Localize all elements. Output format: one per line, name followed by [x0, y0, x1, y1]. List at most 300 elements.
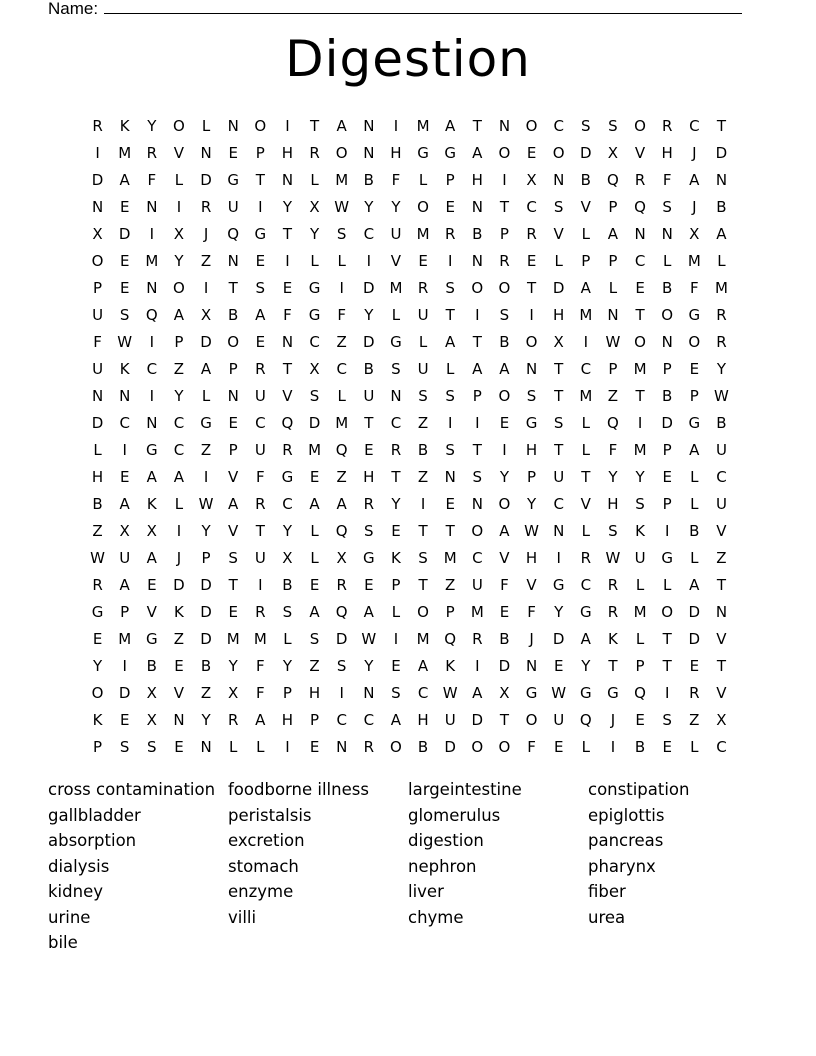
grid-letter: S [581, 116, 591, 135]
grid-letter: F [527, 737, 536, 756]
grid-letter: Z [309, 656, 320, 675]
grid-letter: I [258, 575, 263, 594]
grid-letter: D [471, 710, 484, 729]
grid-letter: O [498, 143, 511, 162]
grid-letter: G [417, 143, 429, 162]
grid-letter: E [445, 494, 455, 513]
grid-letter: E [119, 251, 130, 270]
grid-letter: Z [92, 521, 103, 540]
grid-letter: T [662, 629, 672, 648]
grid-letter: Y [554, 602, 564, 621]
grid-letter: Q [145, 305, 158, 324]
word-list-item: bile [48, 933, 78, 952]
grid-letter: T [554, 440, 564, 459]
grid-letter: T [282, 359, 293, 378]
grid-letter: N [498, 116, 511, 135]
grid-letter: R [363, 737, 375, 756]
grid-letter: M [416, 224, 430, 243]
grid-letter: I [285, 737, 290, 756]
grid-letter: C [173, 413, 185, 432]
grid-letter: P [391, 575, 401, 594]
grid-letter: S [608, 521, 618, 540]
grid-letter: M [308, 440, 322, 459]
grid-letter: X [146, 521, 157, 540]
grid-letter: H [525, 440, 538, 459]
grid-letter: T [472, 332, 482, 351]
grid-letter: A [445, 116, 456, 135]
grid-letter: S [445, 278, 455, 297]
grid-letter: A [309, 494, 320, 513]
grid-letter: R [716, 332, 727, 351]
grid-row [84, 193, 735, 220]
grid-letter: D [661, 413, 673, 432]
grid-letter: B [716, 197, 727, 216]
grid-letter: L [256, 737, 265, 756]
grid-letter: A [472, 143, 483, 162]
grid-letter: I [95, 143, 100, 162]
grid-letter: C [472, 548, 483, 567]
grid-letter: L [310, 521, 319, 540]
grid-letter: I [447, 251, 453, 270]
grid-letter: L [310, 251, 319, 270]
grid-letter: K [146, 494, 157, 513]
grid-letter: X [146, 710, 157, 729]
grid-letter: M [579, 305, 593, 324]
grid-letter: C [119, 413, 130, 432]
grid-letter: U [254, 386, 266, 405]
grid-letter: E [391, 521, 401, 540]
grid-letter: A [363, 602, 374, 621]
grid-letter: D [715, 143, 728, 162]
grid-letter: E [391, 656, 401, 675]
grid-letter: P [310, 710, 320, 729]
grid-letter: M [687, 251, 701, 270]
grid-letter: O [661, 602, 674, 621]
grid-letter: N [227, 116, 239, 135]
grid-letter: A [417, 656, 429, 675]
grid-letter: A [390, 710, 402, 729]
grid-letter: S [391, 359, 401, 378]
grid-letter: R [716, 305, 727, 324]
grid-letter: W [117, 332, 133, 351]
grid-letter: R [255, 494, 266, 513]
word-list-item: gallbladder [48, 805, 141, 825]
grid-letter: M [470, 602, 484, 621]
grid-letter: R [146, 143, 158, 162]
grid-letter: G [200, 413, 212, 432]
grid-letter: B [200, 656, 212, 675]
word-list-item: villi [228, 907, 257, 927]
grid-letter: X [119, 521, 130, 540]
grid-letter: W [551, 683, 567, 702]
grid-letter: E [689, 656, 700, 675]
word-list-item: enzyme [228, 882, 294, 901]
word-list-item: excretion [228, 831, 305, 850]
grid-letter: E [228, 143, 238, 162]
grid-letter: J [610, 710, 616, 729]
word-list-item: urea [588, 907, 626, 927]
grid-letter: I [203, 278, 209, 297]
grid-letter: A [255, 710, 266, 729]
grid-letter: E [553, 737, 564, 756]
grid-letter: G [661, 548, 673, 567]
grid-letter: M [633, 359, 647, 378]
grid-letter: U [417, 305, 429, 324]
grid-letter: E [282, 278, 293, 297]
grid-letter: U [119, 548, 131, 567]
name-underline[interactable] [104, 0, 742, 14]
grid-letter: A [200, 359, 212, 378]
grid-letter: T [418, 521, 428, 540]
grid-letter: T [282, 224, 293, 243]
grid-letter: G [390, 332, 402, 351]
grid-letter: N [91, 386, 104, 405]
grid-letter: P [472, 386, 482, 405]
grid-letter: O [335, 143, 348, 162]
grid-letter: P [662, 359, 672, 378]
grid-letter: Y [526, 494, 537, 513]
grid-letter: S [662, 710, 672, 729]
grid-letter: X [92, 224, 103, 243]
grid-row [84, 598, 735, 625]
grid-letter: I [393, 116, 399, 135]
grid-letter: D [91, 170, 104, 189]
grid-letter: M [633, 440, 647, 459]
grid-letter: B [228, 305, 239, 324]
grid-letter: K [119, 116, 130, 135]
grid-letter: E [553, 656, 564, 675]
grid-letter: V [526, 575, 537, 594]
grid-letter: R [92, 116, 103, 135]
grid-letter: I [637, 413, 643, 432]
grid-letter: N [390, 386, 402, 405]
grid-letter: L [581, 413, 590, 432]
grid-letter: F [608, 440, 618, 459]
grid-row [84, 436, 735, 463]
grid-row [84, 571, 735, 598]
grid-letter: W [198, 494, 214, 513]
grid-letter: I [149, 224, 155, 243]
grid-letter: C [363, 710, 375, 729]
grid-letter: D [308, 413, 321, 432]
grid-letter: P [174, 332, 184, 351]
grid-letter: T [554, 359, 564, 378]
grid-letter: I [393, 629, 399, 648]
grid-letter: D [200, 170, 212, 189]
grid-letter: Z [689, 710, 700, 729]
grid-letter: I [176, 521, 182, 540]
grid-letter: G [308, 305, 321, 324]
grid-letter: V [282, 386, 293, 405]
grid-letter: N [200, 143, 212, 162]
grid-letter: S [391, 683, 401, 702]
grid-letter: O [417, 602, 429, 621]
grid-letter: L [690, 737, 699, 756]
grid-letter: T [418, 575, 428, 594]
word-list-item: digestion [408, 831, 484, 850]
grid-letter: H [417, 710, 429, 729]
grid-letter: H [471, 170, 483, 189]
grid-letter: N [553, 521, 565, 540]
grid-letter: B [580, 170, 591, 189]
grid-letter: C [716, 737, 727, 756]
grid-letter: T [228, 575, 238, 594]
grid-letter: T [445, 521, 455, 540]
grid-letter: Y [581, 656, 591, 675]
grid-letter: B [146, 656, 157, 675]
grid-letter: V [716, 683, 727, 702]
grid-letter: N [444, 467, 456, 486]
grid-letter: C [716, 467, 727, 486]
grid-letter: M [253, 629, 267, 648]
grid-letter: J [176, 548, 182, 567]
grid-letter: Q [607, 170, 619, 189]
grid-letter: S [499, 305, 510, 324]
grid-letter: B [363, 170, 374, 189]
grid-letter: L [446, 359, 455, 378]
grid-letter: I [475, 305, 480, 324]
grid-letter: Y [228, 656, 238, 675]
grid-letter: D [118, 224, 131, 243]
grid-letter: V [553, 224, 564, 243]
grid-letter: Z [173, 629, 185, 648]
grid-row [84, 382, 735, 409]
grid-letter: S [336, 656, 347, 675]
grid-row [84, 166, 735, 193]
grid-letter: M [145, 251, 159, 270]
grid-letter: Y [92, 656, 103, 675]
grid-letter: E [309, 467, 320, 486]
grid-letter: T [472, 116, 482, 135]
grid-letter: T [499, 710, 510, 729]
grid-letter: R [309, 143, 320, 162]
grid-letter: C [146, 359, 158, 378]
grid-letter: V [228, 467, 239, 486]
word-list [48, 780, 768, 954]
grid-letter: I [610, 737, 616, 756]
grid-letter: V [634, 143, 646, 162]
grid-letter: S [472, 467, 483, 486]
grid-letter: L [717, 251, 726, 270]
grid-letter: N [281, 332, 294, 351]
grid-letter: G [688, 413, 701, 432]
grid-letter: O [173, 116, 185, 135]
grid-letter: A [689, 440, 700, 459]
grid-letter: L [418, 170, 428, 189]
grid-letter: G [552, 575, 565, 594]
grid-letter: E [228, 413, 238, 432]
grid-letter: N [363, 116, 375, 135]
grid-letter: L [337, 386, 346, 405]
grid-letter: Y [608, 467, 618, 486]
grid-letter: B [92, 494, 103, 513]
grid-letter: U [363, 386, 375, 405]
grid-letter: I [475, 413, 480, 432]
grid-letter: N [227, 251, 239, 270]
grid-letter: L [690, 548, 699, 567]
grid-letter: Q [281, 413, 294, 432]
grid-letter: Q [227, 224, 240, 243]
grid-letter: T [499, 197, 510, 216]
word-list-item: glomerulus [408, 805, 501, 825]
grid-letter: I [149, 332, 155, 351]
grid-letter: I [502, 170, 507, 189]
grid-letter: M [416, 116, 430, 135]
grid-letter: Z [445, 575, 456, 594]
grid-letter: D [173, 575, 185, 594]
grid-letter: W [361, 629, 377, 648]
grid-letter: N [146, 197, 158, 216]
word-list-item: cross contamination [48, 780, 216, 799]
grid-row [84, 139, 735, 166]
grid-letter: T [554, 386, 564, 405]
grid-letter: D [200, 575, 212, 594]
grid-letter: R [255, 602, 266, 621]
grid-letter: G [146, 440, 158, 459]
grid-letter: B [716, 413, 727, 432]
grid-letter: D [688, 629, 701, 648]
grid-letter: I [339, 683, 344, 702]
grid-letter: W [605, 548, 621, 567]
grid-letter: G [525, 413, 538, 432]
grid-letter: O [525, 332, 538, 351]
grid-letter: A [173, 467, 185, 486]
grid-letter: D [444, 737, 456, 756]
grid-letter: C [309, 332, 320, 351]
grid-letter: L [635, 575, 645, 594]
grid-letter: E [92, 629, 103, 648]
grid-letter: Z [417, 467, 429, 486]
word-list-item: pancreas [588, 831, 664, 850]
grid-letter: C [526, 197, 537, 216]
grid-letter: L [608, 278, 618, 297]
grid-letter: P [93, 737, 103, 756]
grid-letter: N [91, 197, 104, 216]
grid-letter: E [418, 251, 428, 270]
grid-letter: B [689, 521, 700, 540]
grid-letter: E [309, 737, 320, 756]
grid-letter: S [526, 386, 537, 405]
grid-letter: S [418, 548, 428, 567]
grid-letter: I [339, 278, 344, 297]
grid-letter: A [689, 575, 700, 594]
name-field[interactable] [48, 0, 742, 19]
grid-letter: C [336, 710, 347, 729]
grid-letter: P [581, 251, 591, 270]
grid-letter: T [581, 467, 591, 486]
grid-row [84, 463, 735, 490]
grid-letter: M [118, 629, 132, 648]
grid-letter: Q [335, 521, 348, 540]
grid-letter: X [336, 548, 347, 567]
grid-letter: C [417, 683, 429, 702]
grid-letter: E [255, 332, 266, 351]
grid-letter: R [634, 170, 646, 189]
grid-letter: U [553, 710, 565, 729]
grid-letter: Y [201, 521, 211, 540]
grid-letter: Z [173, 359, 185, 378]
grid-letter: T [309, 116, 320, 135]
grid-letter: F [689, 278, 699, 297]
grid-letter: T [608, 656, 618, 675]
grid-letter: X [526, 170, 537, 189]
grid-letter: T [716, 575, 727, 594]
grid-letter: G [688, 305, 701, 324]
grid-letter: P [228, 440, 238, 459]
grid-letter: N [634, 224, 646, 243]
grid-letter: J [692, 197, 697, 216]
grid-letter: I [583, 332, 589, 351]
grid-letter: R [390, 440, 402, 459]
grid-letter: D [552, 629, 565, 648]
grid-letter: C [255, 413, 266, 432]
grid-letter: E [119, 197, 130, 216]
grid-letter: A [499, 359, 510, 378]
grid-letter: A [472, 683, 483, 702]
grid-letter: Z [417, 413, 429, 432]
grid-letter: T [255, 521, 265, 540]
grid-letter: U [553, 467, 565, 486]
grid-letter: O [498, 737, 511, 756]
grid-letter: T [391, 467, 401, 486]
grid-letter: T [635, 386, 645, 405]
grid-letter: N [363, 683, 375, 702]
grid-letter: N [525, 656, 538, 675]
grid-letter: O [498, 386, 511, 405]
grid-letter: U [417, 359, 429, 378]
grid-letter: D [118, 683, 131, 702]
grid-letter: D [688, 602, 701, 621]
grid-letter: Z [200, 440, 212, 459]
grid-letter: S [255, 278, 266, 297]
grid-letter: V [390, 251, 402, 270]
grid-row [84, 409, 735, 436]
grid-letter: R [472, 629, 483, 648]
grid-letter: S [445, 386, 455, 405]
grid-letter: M [443, 548, 457, 567]
grid-letter: D [200, 332, 212, 351]
grid-letter: K [391, 548, 401, 567]
grid-letter: C [580, 359, 592, 378]
grid-letter: U [227, 197, 239, 216]
grid-letter: R [607, 575, 619, 594]
grid-letter: P [228, 359, 238, 378]
grid-letter: M [335, 170, 349, 189]
grid-letter: E [174, 737, 184, 756]
grid-letter: M [335, 413, 349, 432]
grid-letter: L [391, 305, 401, 324]
grid-letter: B [662, 386, 673, 405]
grid-letter: R [255, 359, 266, 378]
grid-letter: U [715, 440, 727, 459]
grid-letter: I [556, 548, 561, 567]
grid-letter: P [255, 143, 265, 162]
grid-letter: B [363, 359, 374, 378]
grid-letter: O [173, 278, 185, 297]
grid-letter: O [498, 278, 511, 297]
grid-letter: Y [716, 359, 727, 378]
grid-letter: B [634, 737, 646, 756]
grid-letter: U [471, 575, 483, 594]
grid-letter: C [363, 224, 375, 243]
grid-row [84, 247, 735, 274]
grid-letter: T [445, 305, 455, 324]
grid-letter: J [529, 629, 534, 648]
grid-letter: T [228, 278, 238, 297]
word-list-item: liver [408, 882, 444, 901]
grid-letter: P [282, 683, 292, 702]
grid-letter: Q [634, 197, 646, 216]
